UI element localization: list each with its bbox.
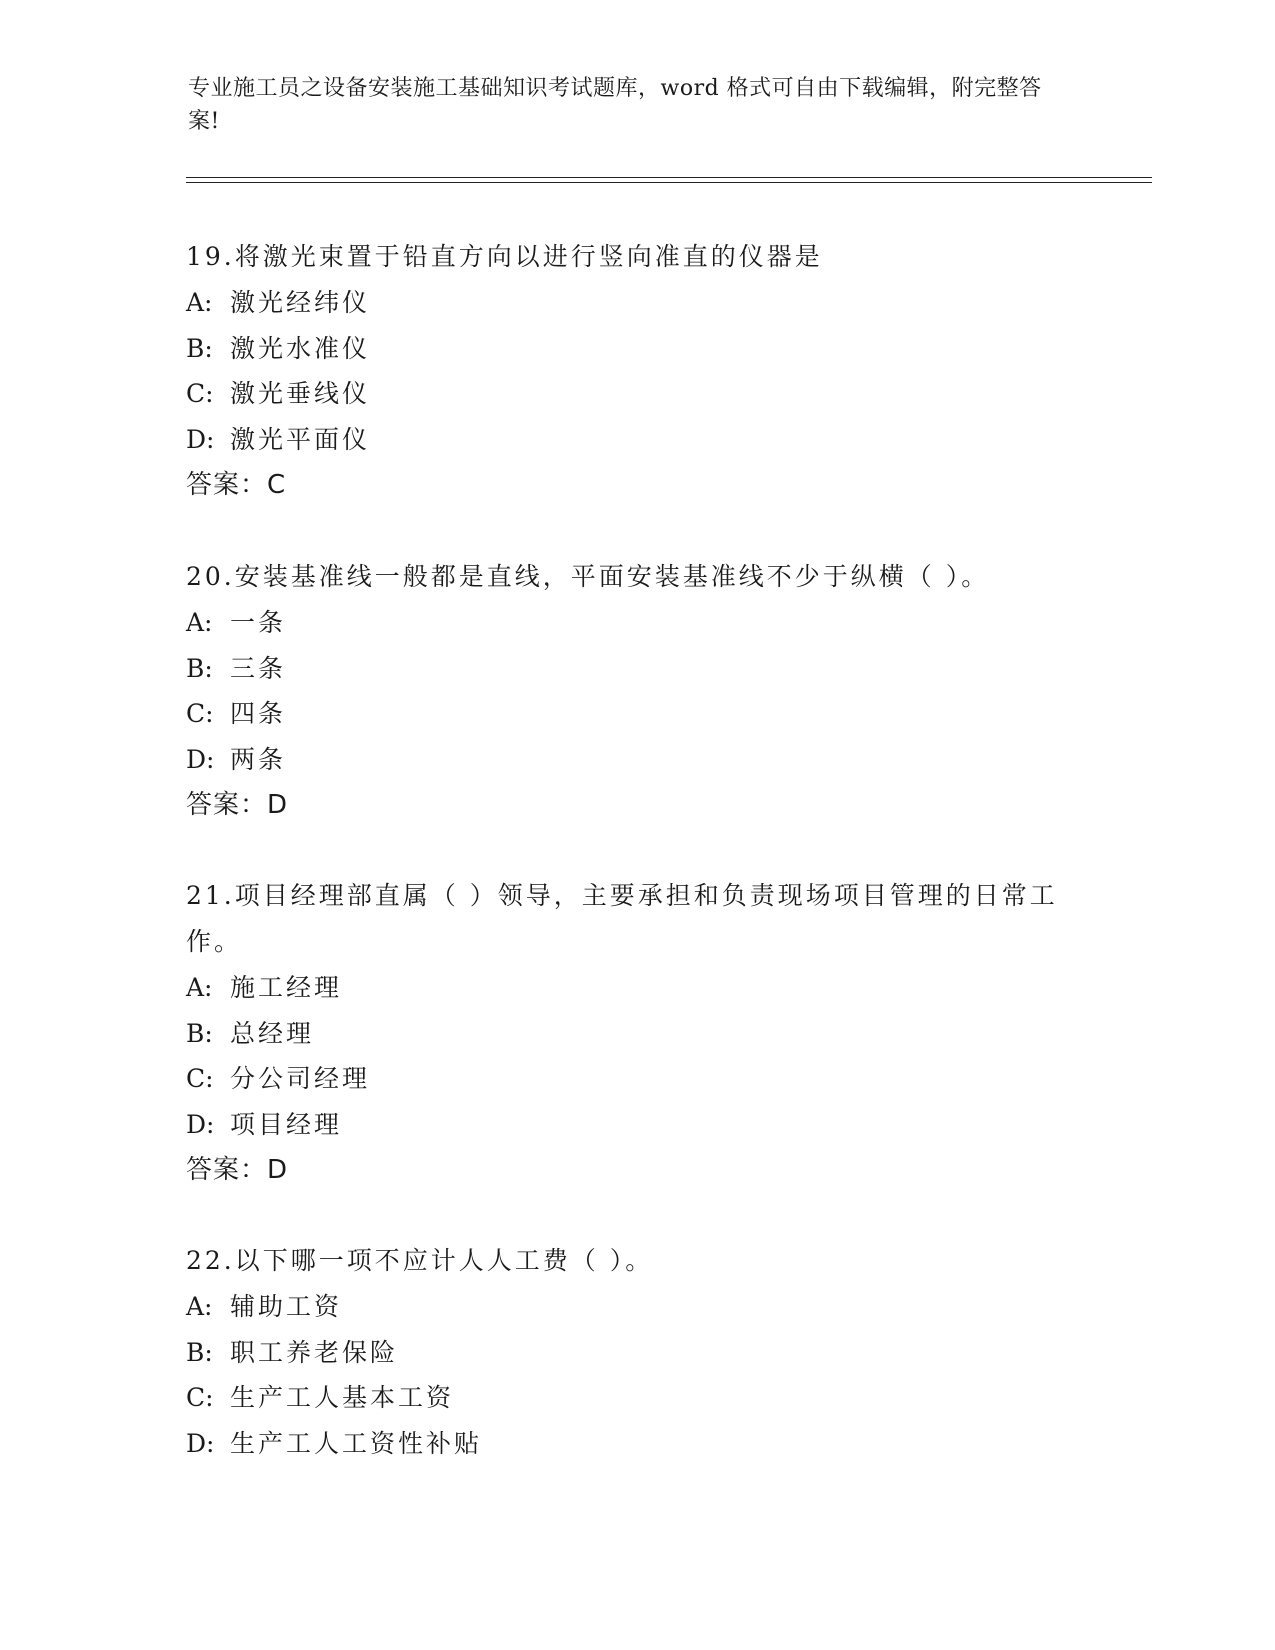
question-22 bbox=[186, 1238, 1066, 1466]
option-d bbox=[186, 1421, 1066, 1467]
option-key: C: bbox=[186, 379, 214, 408]
question-title bbox=[186, 234, 1066, 280]
option-key: D: bbox=[186, 1109, 215, 1139]
option-key: A: bbox=[186, 1292, 213, 1321]
option-c bbox=[186, 1056, 1066, 1102]
option-key: C: bbox=[186, 1064, 214, 1093]
answer-label: 答案： bbox=[186, 790, 268, 820]
option-text: 两条 bbox=[230, 744, 287, 774]
answer-label: 答案： bbox=[186, 1155, 268, 1185]
option-key: B: bbox=[186, 1018, 213, 1048]
option-b bbox=[186, 1330, 1066, 1376]
document-header: 专业施工员之设备安装施工基础知识考试题库，word 格式可自由下载编辑，附完整答案! bbox=[188, 76, 1042, 134]
option-d bbox=[186, 417, 1066, 463]
question-text: 项目经理部直属（ ）领导，主要承担和负责现场项目管理的日常工作。 bbox=[186, 881, 1058, 956]
answer-label: 答案： bbox=[186, 470, 268, 500]
answer-line bbox=[186, 462, 1066, 508]
question-text: 以下哪一项不应计人人工费（ ）。 bbox=[234, 1246, 654, 1275]
option-text: 项目经理 bbox=[230, 1109, 343, 1139]
option-b bbox=[186, 646, 1066, 692]
option-key: D: bbox=[186, 1428, 215, 1458]
option-key: A: bbox=[186, 973, 213, 1002]
option-key: D: bbox=[186, 424, 215, 454]
option-text: 激光平面仪 bbox=[230, 424, 371, 454]
option-text: 生产工人工资性补贴 bbox=[230, 1428, 483, 1458]
question-title bbox=[186, 554, 1066, 600]
option-text: 辅助工资 bbox=[230, 1292, 343, 1321]
option-text: 总经理 bbox=[230, 1018, 315, 1048]
option-text: 激光经纬仪 bbox=[230, 288, 371, 317]
option-key: A: bbox=[186, 608, 213, 637]
answer-line bbox=[186, 782, 1066, 828]
question-number: 20. bbox=[186, 562, 235, 591]
header-divider-bottom bbox=[186, 182, 1152, 183]
option-d bbox=[186, 1102, 1066, 1148]
question-19 bbox=[186, 234, 1066, 508]
option-c bbox=[186, 1375, 1066, 1421]
question-20 bbox=[186, 554, 1066, 828]
header-divider-top bbox=[186, 177, 1152, 178]
option-text: 施工经理 bbox=[230, 973, 343, 1002]
question-number: 22. bbox=[186, 1246, 235, 1275]
answer-value: C bbox=[267, 470, 287, 500]
question-number: 19. bbox=[186, 242, 235, 271]
option-text: 激光水准仪 bbox=[230, 333, 371, 363]
option-text: 三条 bbox=[230, 653, 287, 683]
option-text: 四条 bbox=[230, 699, 287, 728]
option-key: B: bbox=[186, 333, 213, 363]
option-key: B: bbox=[186, 1337, 213, 1367]
option-c bbox=[186, 691, 1066, 737]
option-key: D: bbox=[186, 744, 215, 774]
option-text: 职工养老保险 bbox=[230, 1337, 399, 1367]
question-text: 安装基准线一般都是直线，平面安装基准线不少于纵横（ ）。 bbox=[234, 562, 990, 591]
option-a bbox=[186, 965, 1066, 1011]
question-number: 21. bbox=[186, 881, 235, 910]
option-a bbox=[186, 280, 1066, 326]
option-d bbox=[186, 737, 1066, 783]
option-key: A: bbox=[186, 288, 213, 317]
answer-line bbox=[186, 1147, 1066, 1193]
option-text: 激光垂线仪 bbox=[230, 379, 371, 408]
question-title bbox=[186, 1238, 1066, 1284]
question-21 bbox=[186, 873, 1066, 1193]
option-text: 生产工人基本工资 bbox=[230, 1383, 455, 1412]
option-text: 分公司经理 bbox=[230, 1064, 371, 1093]
question-title bbox=[186, 873, 1066, 965]
answer-value: D bbox=[267, 790, 289, 820]
option-c bbox=[186, 371, 1066, 417]
option-key: B: bbox=[186, 653, 213, 683]
option-key: C: bbox=[186, 1383, 214, 1412]
option-a bbox=[186, 1284, 1066, 1330]
question-text: 将激光束置于铅直方向以进行竖向准直的仪器是 bbox=[234, 242, 823, 271]
option-b bbox=[186, 326, 1066, 372]
answer-value: D bbox=[267, 1155, 289, 1185]
option-a bbox=[186, 600, 1066, 646]
option-b bbox=[186, 1011, 1066, 1057]
option-text: 一条 bbox=[230, 608, 287, 637]
option-key: C: bbox=[186, 699, 214, 728]
